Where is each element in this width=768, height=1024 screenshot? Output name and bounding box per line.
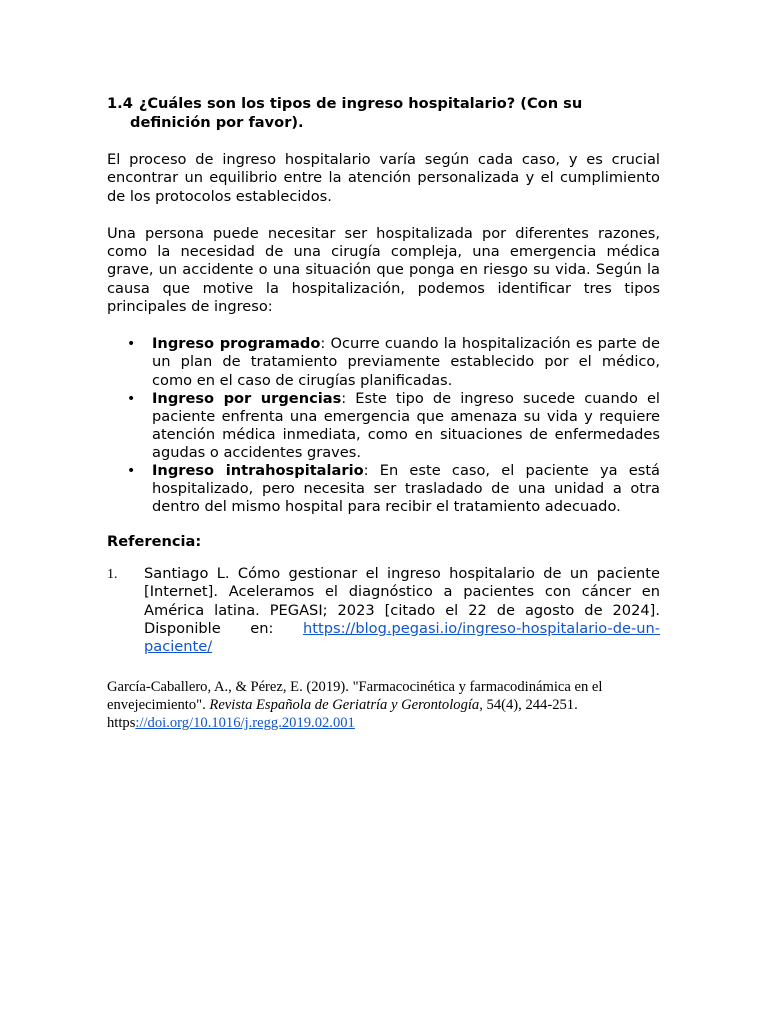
- reference-number: 1.: [107, 567, 118, 583]
- definition-programado: : Ocurre cuando la hospitalización es parte de un plan de tratamiento previamente establecido por el médico, como en el caso de cirugías planificadas.: [152, 335, 661, 389]
- list-item-programado: [107, 335, 660, 389]
- reference-list: [107, 565, 660, 655]
- citation-authors: García-Caballero, A., & Pérez, E. (2019). "Farmacocinética y farmacodinámica en el envejecimiento".: [107, 678, 603, 713]
- definition-intrahospitalario: : En este caso, el paciente ya está hospitalizado, pero necesita ser trasladado de una unidad a otra dentro del mismo hospital para recibir el tratamiento adecuado.: [152, 462, 660, 516]
- reference-heading: Referencia:: [107, 533, 202, 551]
- citation-doi-prefix: https: [107, 714, 136, 731]
- citation-details: , 54(4), 244-251.: [479, 696, 578, 713]
- bullet-icon: •: [127, 336, 136, 353]
- citation: [107, 678, 647, 732]
- document-page: [107, 94, 660, 732]
- bullet-icon: •: [127, 463, 136, 480]
- section-heading: [107, 94, 660, 132]
- intro-paragraph: El proceso de ingreso hospitalario varía según cada caso, y es crucial encontrar un equilibrio entre la atención personalizada y el cumplimiento de los protocolos establecidos.: [107, 151, 660, 205]
- admission-types-list: [107, 335, 660, 516]
- section-title: ¿Cuáles son los tipos de ingreso hospitalario? (Con su definición por favor).: [130, 95, 583, 131]
- definition-urgencias: : Este tipo de ingreso sucede cuando el paciente enfrenta una emergencia que amenaza su vida y requiere atención médica inmediata, como en situaciones de enfermedades agudas o accidentes graves.: [152, 389, 660, 461]
- term-intrahospitalario: Ingreso intrahospitalario: [152, 462, 364, 480]
- term-urgencias: Ingreso por urgencias: [152, 389, 342, 407]
- citation-doi-link[interactable]: ://doi.org/10.1016/j.regg.2019.02.001: [135, 714, 355, 731]
- term-programado: Ingreso programado: [152, 335, 321, 353]
- causes-paragraph: Una persona puede necesitar ser hospitalizada por diferentes razones, como la necesidad de una cirugía compleja, una emergencia médica grave, un accidente o una situación que ponga en riesgo su vida. Según la causa que motive la hospitalización, podemos identificar tres tipos principales de ingreso:: [107, 224, 660, 316]
- list-item-intrahospitalario: [107, 462, 660, 516]
- bullet-icon: •: [127, 390, 136, 407]
- reference-item: [107, 565, 660, 655]
- citation-journal: Revista Española de Geriatría y Gerontología: [209, 696, 480, 713]
- reference-link[interactable]: https://blog.pegasi.io/ingreso-hospitalario-de-un-paciente/: [144, 619, 660, 655]
- section-number: 1.4: [107, 95, 133, 112]
- list-item-urgencias: [107, 390, 660, 462]
- reference-text: Santiago L. Cómo gestionar el ingreso hospitalario de un paciente [Internet]. Aceleramos el diagnóstico a pacientes con cáncer en América latina. PEGASI; 2023 [citado el 22 de agosto de 2024]. Disponible en:: [144, 565, 660, 637]
